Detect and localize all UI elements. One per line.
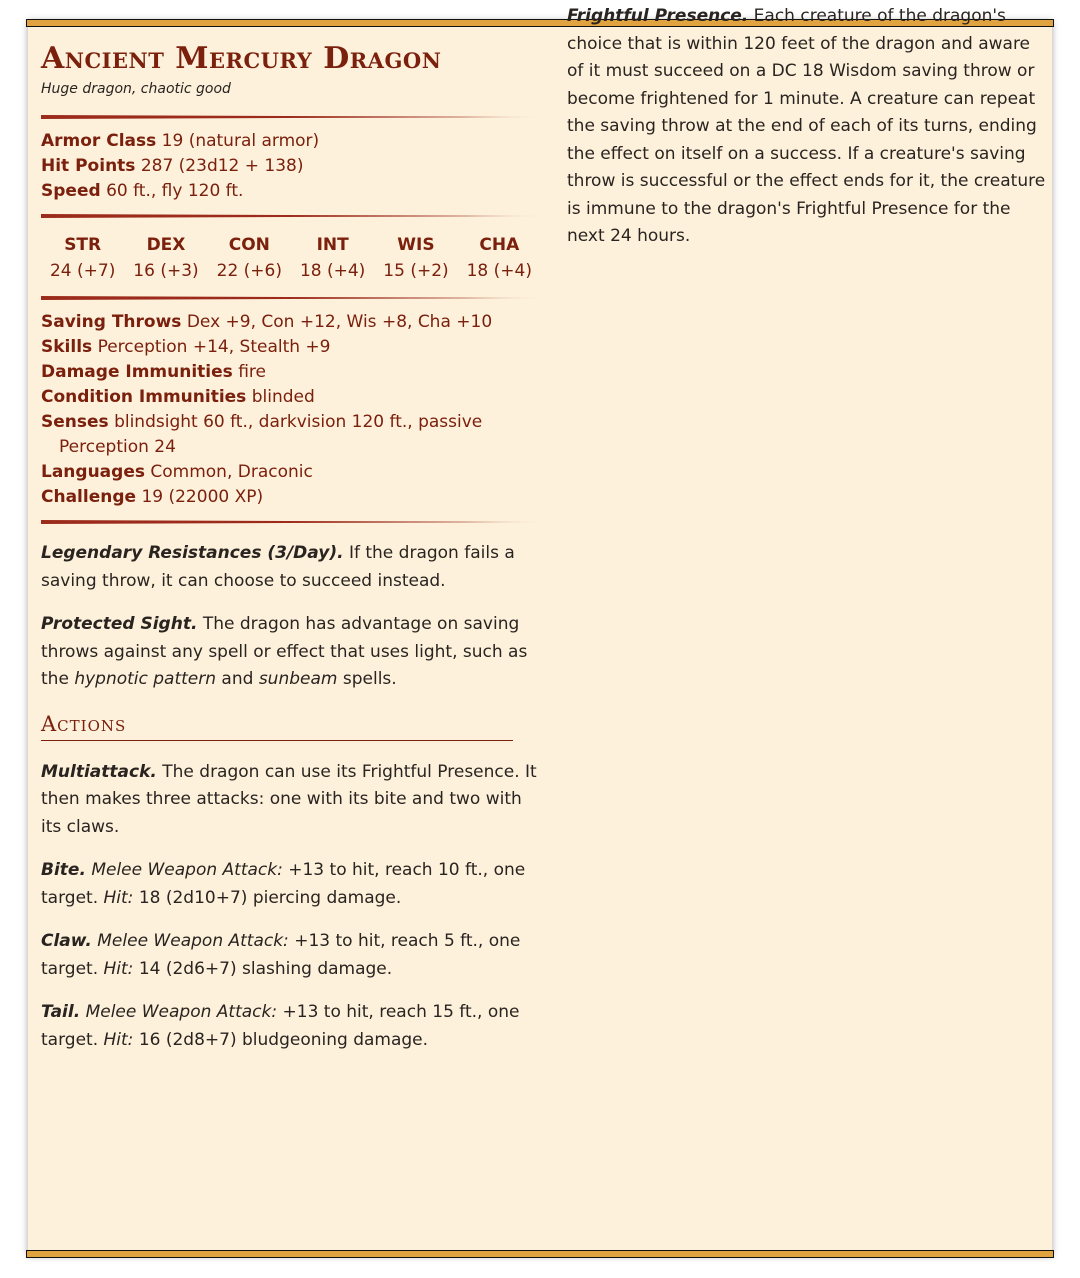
- spell-name: sunbeam: [258, 669, 338, 689]
- right-column: [567, 6, 1047, 267]
- action-text: Each creature of the dragon's choice that is within 120 feet of the dragon and aware of it must succeed on a DC 18 Wisdom saving throw or become frightened for 1 minute. A creature can repeat the saving throw at the end of each of its turns, ending the effect on itself on a success. If a creature's saving throw is successful or the effect ends for it, the creature is immune to the dragon's Frightful Presence for the next 24 hours.: [567, 6, 1046, 246]
- stat-label: Senses: [41, 412, 109, 432]
- stat-saving-throws: [41, 310, 541, 335]
- trait-text: If the dragon fails a saving throw, it can choose to succeed instead.: [41, 543, 515, 591]
- stat-label: Hit Points: [41, 156, 136, 176]
- attack-text: +13 to hit, reach 10 ft., one target.: [41, 860, 526, 908]
- stat-value: blindsight 60 ft., darkvision 120 ft., passive Perception 24: [59, 412, 483, 457]
- ability-con: [210, 232, 288, 284]
- action-bite: [41, 857, 541, 912]
- attack-type: Melee Weapon Attack:: [85, 1002, 278, 1022]
- hit-label: Hit:: [103, 887, 134, 908]
- action-claw: [41, 928, 541, 983]
- action-text: The dragon can use its Frightful Presence. It then makes three attacks: one with its bite and two with its claws.: [41, 761, 537, 837]
- action-name: Multiattack.: [41, 761, 157, 782]
- stat-value: 287 (23d12 + 138): [140, 156, 304, 176]
- stat-challenge: [41, 485, 541, 510]
- stat-hit-points: [41, 154, 541, 179]
- left-column: [41, 39, 541, 1070]
- stat-label: Speed: [41, 181, 101, 201]
- trait-protected-sight: [41, 611, 541, 694]
- hit-text: 18 (2d10+7) piercing damage.: [138, 887, 402, 908]
- attack-text: +13 to hit, reach 15 ft., one target.: [41, 1002, 520, 1050]
- ability-score: 16 (+3): [133, 261, 199, 281]
- action-name: Claw.: [41, 931, 92, 951]
- ability-name: INT: [316, 235, 349, 255]
- trait-text: and: [221, 669, 254, 689]
- stat-speed: [41, 179, 541, 204]
- ability-score: 24 (+7): [49, 261, 116, 281]
- stat-damage-immunities: [41, 360, 541, 385]
- divider: [41, 214, 541, 218]
- stat-label: Saving Throws: [41, 312, 182, 332]
- stat-block: [28, 6, 1052, 1256]
- divider: [41, 296, 541, 300]
- action-multiattack: [41, 759, 541, 842]
- ability-name: DEX: [146, 235, 186, 255]
- hit-text: 14 (2d6+7) slashing damage.: [138, 958, 393, 979]
- ability-dex: [127, 232, 205, 284]
- actions-heading: Actions: [41, 710, 513, 741]
- stat-senses: [41, 410, 541, 460]
- stat-label: Challenge: [41, 487, 137, 507]
- stat-value: Dex +9, Con +12, Wis +8, Cha +10: [186, 312, 493, 332]
- action-name: Frightful Presence.: [567, 6, 749, 26]
- action-tail: [41, 999, 541, 1054]
- ability-score: 22 (+6): [216, 261, 282, 281]
- stat-armor-class: [41, 129, 541, 154]
- ability-str: [44, 232, 122, 284]
- ability-wis: [377, 232, 455, 284]
- action-name: Tail.: [41, 1002, 81, 1022]
- ability-score: 15 (+2): [383, 261, 449, 281]
- trait-text: The dragon has advantage on saving throws against any spell or effect that uses light, such as the: [41, 614, 528, 689]
- hit-text: 16 (2d8+7) bludgeoning damage.: [138, 1029, 429, 1050]
- trait-text: spells.: [342, 669, 397, 689]
- stat-value: Common, Draconic: [150, 462, 313, 482]
- stat-label: Languages: [41, 462, 145, 482]
- action-frightful-presence: [567, 3, 1047, 251]
- ability-scores: [41, 228, 541, 286]
- stat-languages: [41, 460, 541, 485]
- attack-text: +13 to hit, reach 5 ft., one target.: [41, 931, 521, 979]
- spell-name: hypnotic pattern: [74, 669, 217, 689]
- bottom-border: [26, 1250, 1054, 1258]
- stat-value: blinded: [251, 387, 315, 407]
- divider: [41, 115, 541, 119]
- stat-label: Skills: [41, 337, 93, 357]
- stat-label: Damage Immunities: [41, 362, 233, 382]
- creature-meta: Huge dragon, chaotic good: [41, 81, 231, 97]
- ability-name: STR: [64, 235, 102, 255]
- stat-label: Armor Class: [41, 131, 157, 151]
- trait-name: Legendary Resistances (3/Day).: [41, 543, 344, 563]
- stat-value: 60 ft., fly 120 ft.: [106, 181, 244, 201]
- stat-skills: [41, 335, 541, 360]
- hit-label: Hit:: [103, 1029, 134, 1050]
- stat-value: 19 (natural armor): [161, 131, 320, 151]
- ability-name: WIS: [397, 235, 435, 255]
- trait-legendary-resistances: [41, 540, 541, 595]
- ability-score: 18 (+4): [466, 261, 532, 281]
- stat-label: Condition Immunities: [41, 387, 247, 407]
- hit-label: Hit:: [103, 958, 134, 979]
- attack-type: Melee Weapon Attack:: [91, 860, 283, 880]
- ability-name: CON: [228, 235, 270, 255]
- stat-value: fire: [238, 362, 266, 382]
- stat-value: Perception +14, Stealth +9: [97, 337, 331, 357]
- divider: [41, 520, 541, 524]
- attack-type: Melee Weapon Attack:: [97, 931, 289, 951]
- trait-name: Protected Sight.: [41, 614, 198, 634]
- stat-condition-immunities: [41, 385, 541, 410]
- creature-name: Ancient Mercury Dragon: [41, 41, 442, 76]
- ability-cha: [460, 232, 538, 284]
- action-name: Bite.: [41, 860, 86, 880]
- ability-int: [294, 232, 372, 284]
- ability-name: CHA: [479, 235, 520, 255]
- ability-score: 18 (+4): [299, 261, 366, 281]
- stat-value: 19 (22000 XP): [141, 487, 264, 507]
